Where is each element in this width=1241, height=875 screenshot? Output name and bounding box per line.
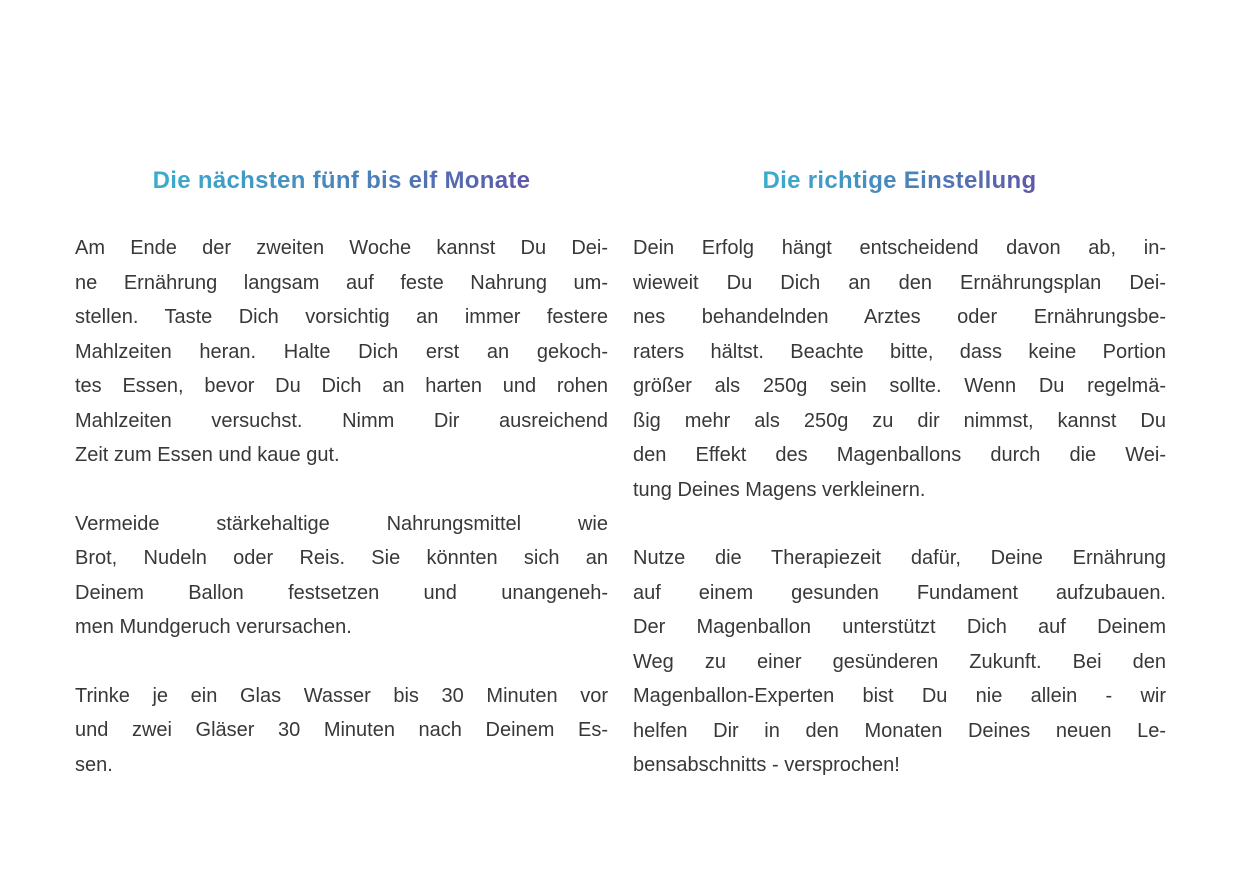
text-line: Mahlzeiten heran. Halte Dich erst an gekoch- xyxy=(75,340,608,363)
text-line: helfen Dir in den Monaten Deines neuen Le- xyxy=(633,719,1166,742)
section-heading-right-text: Die richtige Einstellung xyxy=(763,165,1037,197)
text-line: Brot, Nudeln oder Reis. Sie könnten sich an xyxy=(75,547,608,569)
body-paragraph xyxy=(75,507,608,645)
text-line: wieweit Du Dich an den Ernährungsplan Dei- xyxy=(633,271,1166,294)
column-left xyxy=(75,165,608,783)
column-right xyxy=(633,165,1166,783)
section-heading-right xyxy=(633,165,1166,197)
text-line: Am Ende der zweiten Woche kannst Du Dei- xyxy=(75,237,608,259)
text-line: bensabschnitts - versprochen! xyxy=(633,754,900,776)
text-line: und zwei Gläser 30 Minuten nach Deinem Es- xyxy=(75,719,608,741)
column-left-body xyxy=(75,231,608,782)
two-column-layout xyxy=(75,165,1166,783)
text-line: größer als 250g sein sollte. Wenn Du regelmä- xyxy=(633,375,1166,397)
text-line: Zeit zum Essen und kaue gut. xyxy=(75,444,340,466)
column-right-body xyxy=(633,231,1166,783)
text-line: auf einem gesunden Fundament aufzubauen. xyxy=(633,581,1166,604)
text-line: Vermeide stärkehaltige Nahrungsmittel wie xyxy=(75,512,608,535)
text-line: Magenballon-Experten bist Du nie allein - wir xyxy=(633,685,1166,707)
text-line: tung Deines Magens verkleinern. xyxy=(633,478,926,501)
text-line: Der Magenballon unterstützt Dich auf Deinem xyxy=(633,616,1166,638)
text-line: ßig mehr als 250g zu dir nimmst, kannst Du xyxy=(633,409,1166,432)
text-line: nes behandelnden Arztes oder Ernährungsbe- xyxy=(633,306,1166,328)
text-line: Trinke je ein Glas Wasser bis 30 Minuten vor xyxy=(75,684,608,707)
body-paragraph xyxy=(75,679,608,783)
text-line: sen. xyxy=(75,753,113,776)
text-line: Nutze die Therapiezeit dafür, Deine Ernährung xyxy=(633,547,1166,569)
text-line: den Effekt des Magenballons durch die Wei- xyxy=(633,444,1166,466)
section-heading-left xyxy=(75,165,608,197)
text-line: Deinem Ballon festsetzen und unangeneh- xyxy=(75,581,608,604)
section-heading-left-text: Die nächsten fünf bis elf Monate xyxy=(153,165,531,197)
text-line: raters hältst. Beachte bitte, dass keine Portion xyxy=(633,340,1166,363)
text-line: Weg zu einer gesünderen Zukunft. Bei den xyxy=(633,650,1166,673)
text-line: men Mundgeruch verursachen. xyxy=(75,616,352,638)
body-paragraph xyxy=(75,231,608,473)
text-line: stellen. Taste Dich vorsichtig an immer festere xyxy=(75,306,608,328)
text-line: Dein Erfolg hängt entscheidend davon ab, in- xyxy=(633,237,1166,259)
text-line: Mahlzeiten versuchst. Nimm Dir ausreichend xyxy=(75,409,608,432)
text-line: tes Essen, bevor Du Dich an harten und rohen xyxy=(75,375,608,397)
text-line: ne Ernährung langsam auf feste Nahrung um- xyxy=(75,271,608,294)
body-paragraph xyxy=(633,541,1166,783)
body-paragraph xyxy=(633,231,1166,507)
